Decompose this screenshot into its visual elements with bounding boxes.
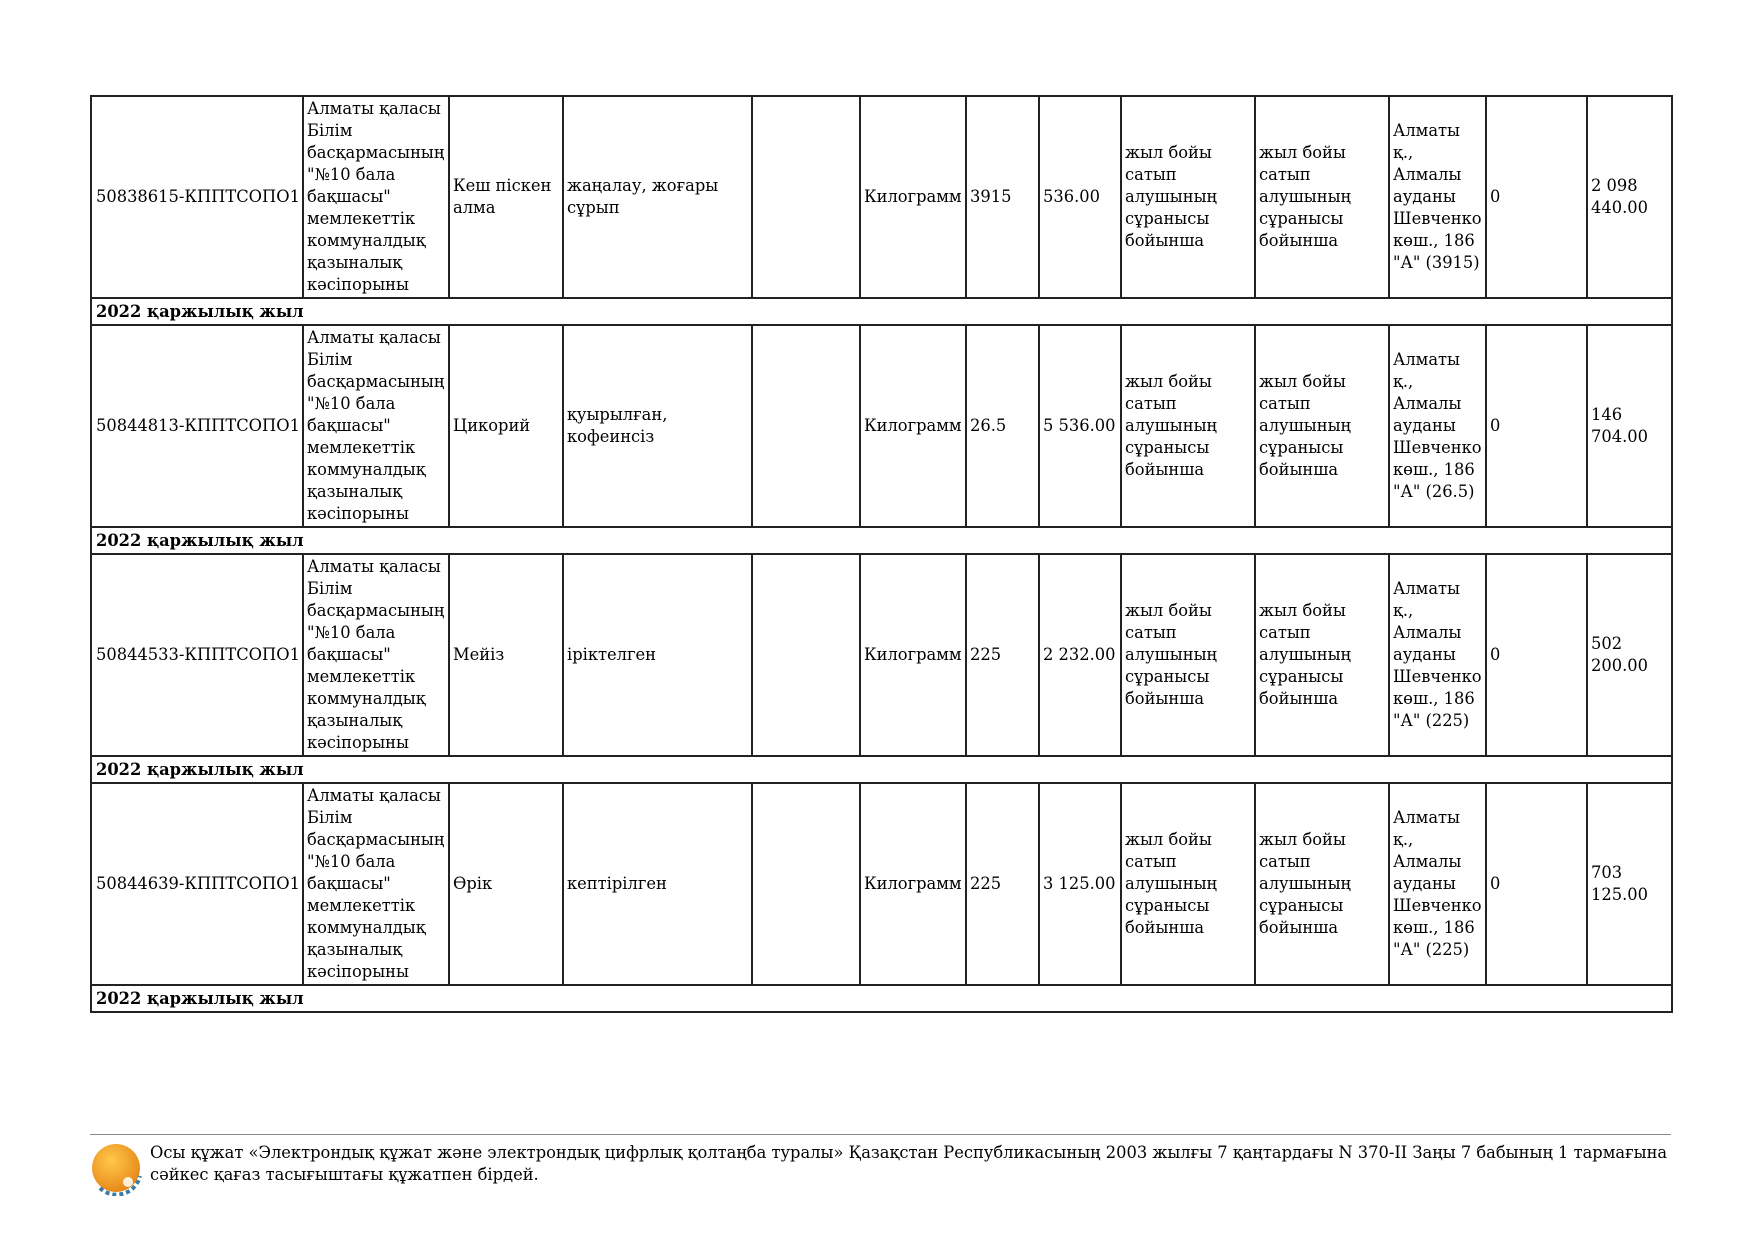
item-name-cell: Цикорий	[449, 325, 563, 527]
unit-cell: Килограмм	[860, 554, 966, 756]
quantity-cell: 26.5	[966, 325, 1039, 527]
advance-payment-cell: 0	[1486, 783, 1587, 985]
delivery-term-cell: жыл бойы сатып алушының сұранысы бойынша	[1121, 783, 1255, 985]
fiscal-year-label: 2022 қаржылық жыл	[91, 985, 1672, 1012]
item-name-cell: Мейіз	[449, 554, 563, 756]
delivery-place-cell: Алматы қ., Алмалы ауданы Шевченко көш., 186 "А" (225)	[1389, 554, 1486, 756]
delivery-term-cell: жыл бойы сатып алушының сұранысы бойынша	[1121, 554, 1255, 756]
table-row	[91, 783, 1672, 985]
total-amount-cell: 2 098 440.00	[1587, 96, 1672, 298]
table-row	[91, 325, 1672, 527]
fiscal-year-row	[91, 985, 1672, 1012]
unit-price-cell: 5 536.00	[1039, 325, 1121, 527]
characteristic-cell: қуырылған, кофеинсіз	[563, 325, 752, 527]
procurement-plan-table	[90, 95, 1673, 1013]
characteristic-cell: іріктелген	[563, 554, 752, 756]
advance-payment-cell: 0	[1486, 96, 1587, 298]
delivery-term-2-cell: жыл бойы сатып алушының сұранысы бойынша	[1255, 554, 1389, 756]
customer-cell: Алматы қаласы Білім басқармасының "№10 бала бақшасы" мемлекеттік коммуналдық қазыналық кәсіпорыны	[303, 325, 449, 527]
unit-price-cell: 2 232.00	[1039, 554, 1121, 756]
plan-table-body	[91, 96, 1672, 1012]
total-amount-cell: 146 704.00	[1587, 325, 1672, 527]
additional-characteristic-cell	[752, 96, 860, 298]
unit-cell: Килограмм	[860, 783, 966, 985]
total-amount-cell: 703 125.00	[1587, 783, 1672, 985]
delivery-place-cell: Алматы қ., Алмалы ауданы Шевченко көш., 186 "А" (225)	[1389, 783, 1486, 985]
delivery-place-cell: Алматы қ., Алмалы ауданы Шевченко көш., 186 "А" (26.5)	[1389, 325, 1486, 527]
fiscal-year-label: 2022 қаржылық жыл	[91, 756, 1672, 783]
lot-code-cell: 50844813-КППТСОПО1	[91, 325, 303, 527]
delivery-term-cell: жыл бойы сатып алушының сұранысы бойынша	[1121, 96, 1255, 298]
quantity-cell: 225	[966, 783, 1039, 985]
lot-code-cell: 50838615-КППТСОПО1	[91, 96, 303, 298]
delivery-term-cell: жыл бойы сатып алушының сұранысы бойынша	[1121, 325, 1255, 527]
customer-cell: Алматы қаласы Білім басқармасының "№10 бала бақшасы" мемлекеттік коммуналдық қазыналық кәсіпорыны	[303, 783, 449, 985]
lot-code-cell: 50844533-КППТСОПО1	[91, 554, 303, 756]
footer-divider	[90, 1134, 1671, 1135]
footer	[90, 1140, 1671, 1196]
sun-seal-icon	[90, 1142, 144, 1196]
delivery-term-2-cell: жыл бойы сатып алушының сұранысы бойынша	[1255, 783, 1389, 985]
fiscal-year-row	[91, 527, 1672, 554]
delivery-term-2-cell: жыл бойы сатып алушының сұранысы бойынша	[1255, 325, 1389, 527]
advance-payment-cell: 0	[1486, 554, 1587, 756]
characteristic-cell: жаңалау, жоғары сұрып	[563, 96, 752, 298]
total-amount-cell: 502 200.00	[1587, 554, 1672, 756]
advance-payment-cell: 0	[1486, 325, 1587, 527]
customer-cell: Алматы қаласы Білім басқармасының "№10 бала бақшасы" мемлекеттік коммуналдық қазыналық кәсіпорыны	[303, 554, 449, 756]
additional-characteristic-cell	[752, 783, 860, 985]
fiscal-year-label: 2022 қаржылық жыл	[91, 527, 1672, 554]
unit-cell: Килограмм	[860, 96, 966, 298]
table-row	[91, 554, 1672, 756]
unit-price-cell: 536.00	[1039, 96, 1121, 298]
item-name-cell: Кеш піскен алма	[449, 96, 563, 298]
item-name-cell: Өрік	[449, 783, 563, 985]
customer-cell: Алматы қаласы Білім басқармасының "№10 бала бақшасы" мемлекеттік коммуналдық қазыналық кәсіпорыны	[303, 96, 449, 298]
table-row	[91, 96, 1672, 298]
unit-price-cell: 3 125.00	[1039, 783, 1121, 985]
additional-characteristic-cell	[752, 554, 860, 756]
delivery-place-cell: Алматы қ., Алмалы ауданы Шевченко көш., 186 "А" (3915)	[1389, 96, 1486, 298]
fiscal-year-label: 2022 қаржылық жыл	[91, 298, 1672, 325]
delivery-term-2-cell: жыл бойы сатып алушының сұранысы бойынша	[1255, 96, 1389, 298]
fiscal-year-row	[91, 756, 1672, 783]
additional-characteristic-cell	[752, 325, 860, 527]
unit-cell: Килограмм	[860, 325, 966, 527]
quantity-cell: 3915	[966, 96, 1039, 298]
characteristic-cell: кептірілген	[563, 783, 752, 985]
fiscal-year-row	[91, 298, 1672, 325]
lot-code-cell: 50844639-КППТСОПО1	[91, 783, 303, 985]
legal-notice: Осы құжат «Электрондық құжат және электрондық цифрлық қолтаңба туралы» Қазақстан Республикасының 2003 жылғы 7 қаңтардағы N 370-II Заңы 7 бабының 1 тармағына сәйкес қағаз тасығыштағы құжатпен бірдей.	[150, 1143, 1668, 1184]
quantity-cell: 225	[966, 554, 1039, 756]
